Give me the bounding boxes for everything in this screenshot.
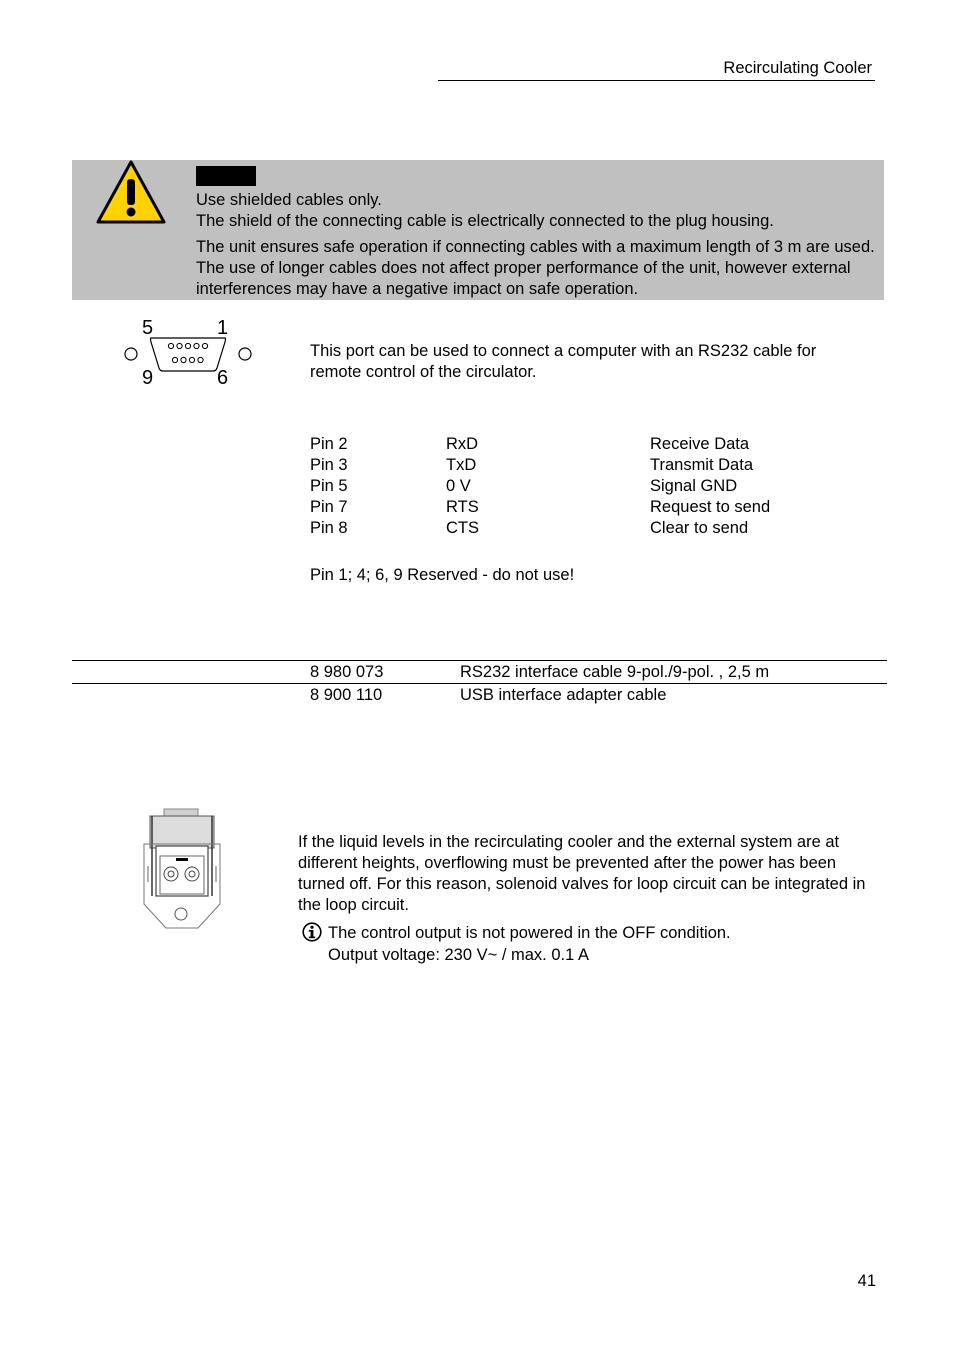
control-output-socket-icon: [140, 806, 224, 932]
pin-signal: RxD: [446, 435, 479, 453]
info-line-2: Output voltage: 230 V~ / max. 0.1 A: [328, 946, 589, 964]
pin-label-5: 5: [142, 317, 154, 339]
pin-signal: TxD: [446, 456, 477, 474]
info-icon: [302, 922, 322, 942]
pin-description: Signal GND: [650, 477, 738, 495]
pin-description: Clear to send: [650, 519, 749, 537]
pin-label-9: 9: [142, 367, 154, 389]
header-rule: [438, 80, 875, 81]
warning-line-3: The unit ensures safe operation if connecting cables with a maximum length of 3 m are used. The use of longer cables does not affect proper performance of the unit, however external interferences may have a negative impact on safe operation.: [196, 238, 875, 298]
page-number: 41: [857, 1272, 876, 1290]
pin-signal: RTS: [446, 498, 479, 516]
warning-line-2: The shield of the connecting cable is electrically connected to the plug housing.: [196, 212, 774, 230]
pin-number: Pin 8: [310, 519, 348, 537]
pin-number: Pin 2: [310, 435, 348, 453]
pin-description: Request to send: [650, 498, 771, 516]
rs232-description: This port can be used to connect a computer with an RS232 cable for remote control of the circulator.: [310, 342, 817, 381]
pin-number: Pin 5: [310, 477, 348, 495]
accessory-number: 8 900 110: [310, 686, 383, 704]
accessory-table-top-rule: [72, 660, 887, 661]
accessory-number: 8 980 073: [310, 663, 384, 681]
subd-connector-diagram: [118, 316, 258, 390]
pin-signal: CTS: [446, 519, 479, 537]
pin-number: Pin 3: [310, 456, 348, 474]
pin-description: Receive Data: [650, 435, 750, 453]
solenoid-description: If the liquid levels in the recirculating cooler and the external system are at different heights, overflowing must be prevented after the power has been turned off. For this reason, solenoid valves for loop circuit can be integrated in the loop circuit.: [298, 833, 866, 914]
pin-number: Pin 7: [310, 498, 348, 516]
accessory-table-row-rule: [72, 683, 887, 684]
reserved-pins-note: Pin 1; 4; 6, 9 Reserved - do not use!: [310, 566, 575, 584]
accessory-description: RS232 interface cable 9-pol./9-pol. , 2,5 m: [460, 663, 770, 681]
warning-label: [196, 166, 256, 186]
info-note: [328, 923, 731, 966]
header-title: Recirculating Cooler: [723, 59, 872, 77]
accessory-description: USB interface adapter cable: [460, 686, 667, 704]
subd-plug-icon: [118, 316, 258, 390]
pin-description: Transmit Data: [650, 456, 753, 474]
pin-label-6: 6: [217, 367, 229, 389]
warning-triangle-icon: [95, 159, 167, 225]
pin-label-1: 1: [217, 317, 229, 339]
pin-signal: 0 V: [446, 477, 471, 495]
warning-line-1: Use shielded cables only.: [196, 191, 382, 209]
info-line-1: The control output is not powered in the OFF condition.: [328, 924, 731, 942]
